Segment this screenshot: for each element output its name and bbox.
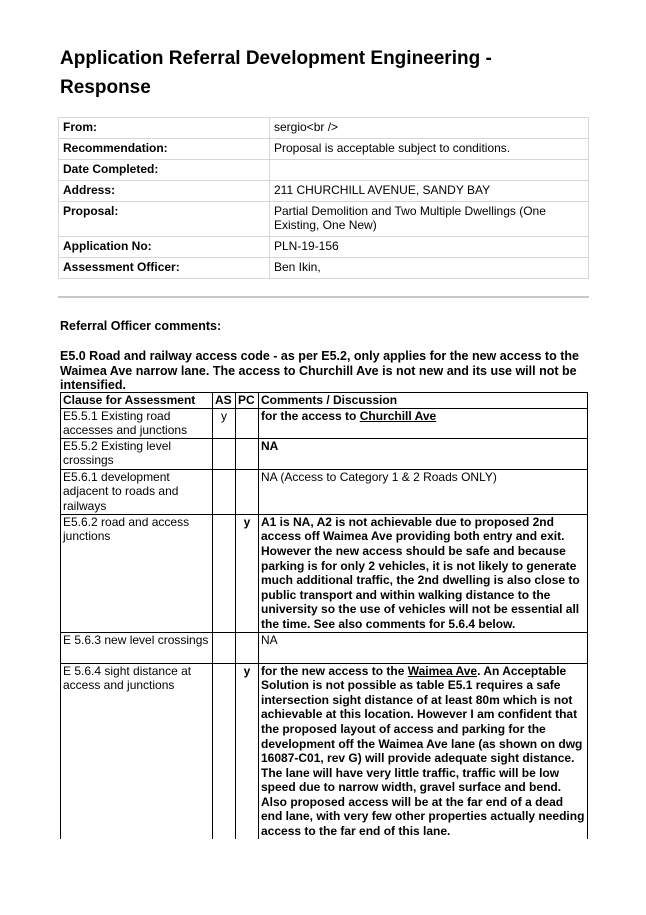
info-label: Proposal: — [59, 202, 270, 237]
info-value: PLN-19-156 — [270, 237, 589, 258]
info-row-proposal — [59, 202, 589, 237]
comment-underlined-street: Churchill Ave — [359, 408, 437, 423]
clause-name: E5.6.2 road and access junctions — [61, 514, 213, 632]
as-mark — [213, 469, 236, 514]
as-mark — [213, 632, 236, 663]
pc-mark: y — [236, 514, 259, 632]
clause-row-e5-6-1 — [61, 469, 588, 514]
clause-name: E5.6.1 development adjacent to roads and railways — [61, 469, 213, 514]
section-divider — [58, 296, 589, 298]
info-label: Recommendation: — [59, 139, 270, 160]
info-label: Address: — [59, 181, 270, 202]
info-row-recommendation — [59, 139, 589, 160]
clause-table-header-row — [61, 393, 588, 409]
as-mark — [213, 514, 236, 632]
pc-mark — [236, 469, 259, 514]
info-value: Partial Demolition and Two Multiple Dwellings (One Existing, One New) — [270, 202, 589, 237]
pc-mark: y — [236, 663, 259, 839]
info-label: Assessment Officer: — [59, 258, 270, 279]
info-label: Date Completed: — [59, 160, 270, 181]
application-info-table — [58, 117, 589, 279]
pc-header: PC — [236, 393, 259, 409]
info-label: Application No: — [59, 237, 270, 258]
clause-name: E5.5.2 Existing level crossings — [61, 438, 213, 469]
clause-name: E 5.6.4 sight distance at access and junctions — [61, 663, 213, 839]
info-value — [270, 160, 589, 181]
info-row-date-completed — [59, 160, 589, 181]
clause-comment — [259, 663, 588, 839]
info-value: Proposal is acceptable subject to conditions. — [270, 139, 589, 160]
clause-name: E 5.6.3 new level crossings — [61, 632, 213, 663]
comment-text: for the access to — [261, 408, 360, 423]
comment-text-tail: . An Acceptable Solution is not possible as table E5.1 requires a safe intersection sight distance of at least 80m which is not achievable at this location. However I am confident that the proposed layout of access and parking for the development off the Waimea Ave lane (as shown on dwg 16087-C01, rev G) will provide adequate sight distance. The lane will have very little traffic, traffic will be low speed due to narrow width, gravel surface and bend. Also proposed access will be at the far end of a dead end lane, with very few other properties actually needing access to the far end of this lane. — [261, 663, 585, 839]
comment-text: NA — [261, 632, 278, 647]
clause-comment — [259, 408, 588, 438]
clause-comment — [259, 438, 588, 469]
as-mark: y — [213, 408, 236, 438]
clause-row-e5-6-4 — [61, 663, 588, 839]
info-row-assessment-officer — [59, 258, 589, 279]
clause-name: E5.5.1 Existing road accesses and junctions — [61, 408, 213, 438]
clause-header: Clause for Assessment — [61, 393, 213, 409]
info-value: sergio<br /> — [270, 118, 589, 139]
pc-mark — [236, 438, 259, 469]
pc-mark — [236, 408, 259, 438]
clause-comment — [259, 469, 588, 514]
clause-row-e5-5-1 — [61, 408, 588, 438]
info-label: From: — [59, 118, 270, 139]
as-mark — [213, 663, 236, 839]
e5-intro-paragraph: E5.0 Road and railway access code - as per E5.2, only applies for the new access to the Waimea Ave narrow lane. The access to Churchill Ave is not new and its use will not be intensified. — [60, 349, 579, 392]
info-value: Ben Ikin, — [270, 258, 589, 279]
info-row-address — [59, 181, 589, 202]
clause-assessment-table — [60, 392, 588, 839]
clause-comment — [259, 514, 588, 632]
comment-text: for the new access to the — [261, 663, 408, 678]
info-row-from — [59, 118, 589, 139]
pc-mark — [236, 632, 259, 663]
clause-row-e5-6-2 — [61, 514, 588, 632]
referral-comments-heading: Referral Officer comments: — [60, 319, 222, 333]
info-value: 211 CHURCHILL AVENUE, SANDY BAY — [270, 181, 589, 202]
info-row-application-no — [59, 237, 589, 258]
document-title: Application Referral Development Engineering - Response — [60, 48, 492, 98]
comment-underlined-street: Waimea Ave — [407, 663, 478, 678]
comment-text: NA — [261, 438, 279, 453]
comment-text: A1 is NA, A2 is not achievable due to proposed 2nd access off Waimea Ave providing both entry and exit. However the new access should be safe and because parking is for only 2 vehicles, it is not likely to generate much additional traffic, the 2nd dwelling is also close to public transport and within walking distance to the university so the use of vehicles will not be essential all the time. See also comments for 5.6.4 below. — [261, 514, 580, 631]
clause-row-e5-6-3 — [61, 632, 588, 663]
as-mark — [213, 438, 236, 469]
comment-text: NA (Access to Category 1 & 2 Roads ONLY) — [261, 469, 497, 484]
comments-header: Comments / Discussion — [259, 393, 588, 409]
as-header: AS — [213, 393, 236, 409]
clause-comment — [259, 632, 588, 663]
clause-row-e5-5-2 — [61, 438, 588, 469]
